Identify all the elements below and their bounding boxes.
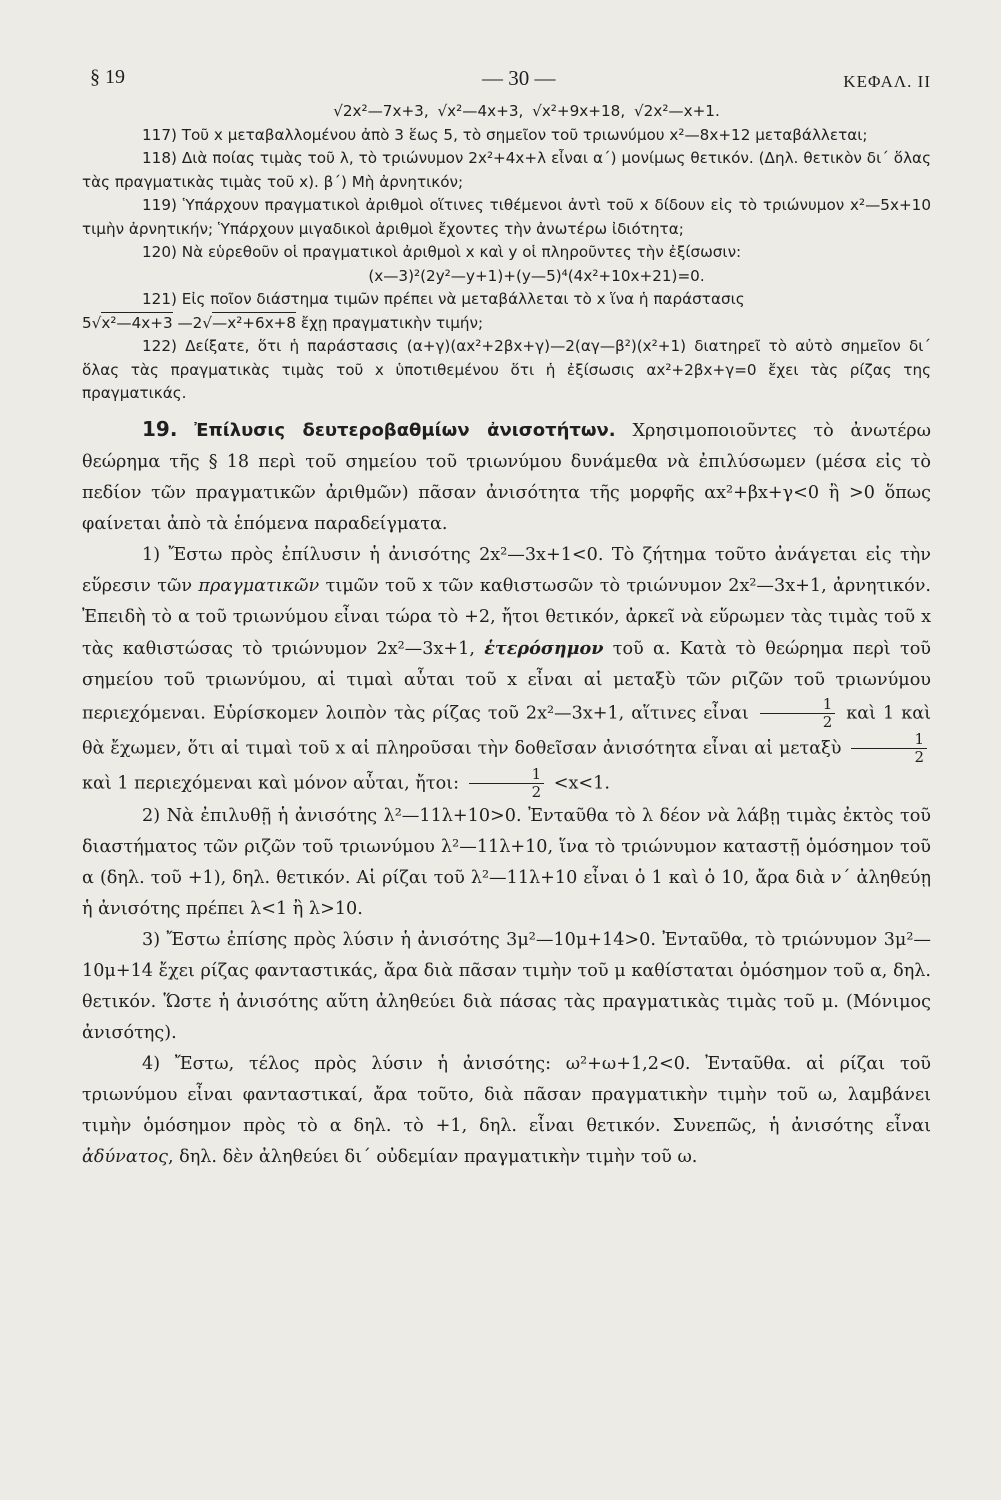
expr-coefficient: —2 [172, 313, 203, 332]
chapter-label: ΚΕΦΑΛ. II [843, 72, 931, 91]
section-marker: § 19 [90, 66, 125, 88]
exercise-119: 119) Ὑπάρχουν πραγματικοὶ ἀριθμοὶ οἵτινες τιθέμενοι ἀντὶ τοῦ x δίδουν εἰς τὸ τριώνυμον x²—5x+10 τιμὴν ἀρνητικήν; Ὑπάρχουν μιγαδικοὶ ἀριθμοὶ ἔχοντες τὴν ἀνωτέρω ἰδιότητα; [82, 196, 931, 238]
page-header [82, 60, 931, 100]
fraction-one-half [760, 696, 836, 731]
emphasis: ἑτερόσημον [484, 637, 604, 659]
text-run: καὶ 1 περιεχόμεναι καὶ μόνον αὗται, ἤτοι: [82, 773, 465, 793]
exercise-120-equation: (x—3)²(2y²—y+1)+(y—5)⁴(4x²+10x+21)=0. [368, 266, 705, 285]
section-19-intro [82, 414, 931, 540]
fraction-one-half [469, 766, 545, 801]
fraction-one-half [851, 731, 927, 766]
exercise-122: 122) Δείξατε, ὅτι ἡ παράστασις (α+γ)(αx²+2βx+γ)—2(αγ—β²)(x²+1) διατηρεῖ τὸ αὐτὸ σημεῖον δι΄ ὅλας τὰς πραγματικὰς τιμὰς τοῦ x ὑποτιθεμένου ὅτι ἡ ἐξίσωσις αx²+2βx+γ=0 ἔχει τὰς ρίζας της πραγματικάς. [82, 337, 931, 402]
emphasis: πραγματικῶν [198, 575, 320, 596]
roots-line: √2x²—7x+3, √x²—4x+3, √x²+9x+18, √2x²—x+1. [333, 102, 720, 120]
root-expression: √2x²—7x+3 [333, 102, 424, 120]
intro-text: Χρησιμοποιοῦντες τὸ ἀνωτέρω θεώρημα τῆς § 18 περὶ τοῦ σημείου τοῦ τριωνύμου δυνάμεθα νὰ ἐπιλύσωμεν (μέσα εἰς τὸ πεδίον τῶν πραγματικῶν ἀριθμῶν) πᾶσαν ἀνισότητα τῆς μορφῆς αx²+βx+γ<0 ἢ >0 ὅπως φαίνεται ἀπὸ τὰ ἑπόμενα παραδείγματα. [82, 420, 932, 534]
fraction-numerator: 1 [469, 766, 545, 784]
text-run: καὶ 1 καὶ θὰ ἔχωμεν, ὅτι αἱ τιμαὶ τοῦ x αἱ πληροῦσαι τὴν δοθεῖσαν ἀνισότητα εἶναι αἱ μεταξὺ [82, 703, 931, 758]
fraction-denominator: 2 [914, 747, 924, 766]
example-2: 2) Νὰ ἐπιλυθῇ ἡ ἀνισότης λ²—11λ+10>0. Ἐνταῦθα τὸ λ δέον νὰ λάβῃ τιμὰς ἐκτὸς τοῦ διαστήματος τῶν ριζῶν τοῦ τριωνύμου λ²—11λ+10, ἵνα τὸ τριώνυμον καταστῇ ὁμόσημον τοῦ α (δηλ. τοῦ +1), δηλ. θετικόν. Αἱ ρίζαι τοῦ λ²—11λ+10 εἶναι ὁ 1 καὶ ὁ 10, ἄρα διὰ ν΄ ἀληθεύῃ ἡ ἀνισότης πρέπει λ<1 ἢ λ>10. [82, 805, 931, 919]
section-title: Ἐπίλυσις δευτεροβαθμίων ἀνισοτήτων. [194, 419, 616, 441]
example-1 [82, 540, 931, 801]
page-number: — 30 — [482, 66, 556, 90]
text-run: 1) Ἔστω πρὸς ἐπίλυσιν ἡ ἀνισότης 2x²—3x+1<0. Τὸ ζήτημα τοῦτο ἀνάγεται εἰς τὴν εὕρεσιν τῶν [82, 544, 931, 596]
expr-coefficient: 5 [82, 313, 92, 332]
text-run: τιμῶν τοῦ x τῶν καθιστωσῶν τὸ τριώνυμον 2x²—3x+1, ἀρνητικόν. Ἐπειδὴ τὸ α τοῦ τριωνύμου εἶναι τώρα τὸ +2, ἤτοι θετικόν, ἀρκεῖ νὰ εὕρωμεν τὰς τιμὰς τοῦ x τὰς καθιστώσας τὸ τριώνυμον 2x²—3x+1, [82, 575, 931, 659]
emphasis: ἀδύνατος [82, 1146, 168, 1167]
root-expression: √x²+9x+18 [532, 102, 621, 120]
exercise-121: 121) Εἰς ποῖον διάστημα τιμῶν πρέπει νὰ μεταβάλλεται τὸ x ἵνα ἡ παράστασις [142, 290, 745, 308]
text-run: 4) Ἔστω, τέλος πρὸς λύσιν ἡ ἀνισότης: ω²+ω+1,2<0. Ἐνταῦθα. αἱ ρίζαι τοῦ τριωνύμου εἶναι φανταστικαί, ἄρα τοῦτο, διὰ πᾶσαν πραγματικὴν τιμὴν τοῦ ω, λαμβάνει τιμὴν ὁμόσημον πρὸς τὸ α δηλ. τὸ +1, δηλ. εἶναι θετικόν. Συνεπῶς, ἡ ἀνισότης εἶναι [82, 1053, 931, 1136]
example-4 [82, 1049, 931, 1173]
fraction-numerator: 1 [851, 731, 927, 749]
exercise-120: 120) Νὰ εὑρεθοῦν οἱ πραγματικοὶ ἀριθμοὶ x καὶ y οἱ πληροῦντες τὴν ἐξίσωσιν: [142, 243, 742, 261]
fraction-denominator: 2 [531, 782, 542, 801]
exercise-117: 117) Τοῦ x μεταβαλλομένου ἀπὸ 3 ἕως 5, τὸ σημεῖον τοῦ τριωνύμου x²—8x+12 μεταβάλλεται; [142, 125, 868, 144]
expr-tail: ἔχῃ πραγματικὴν τιμήν; [296, 313, 484, 332]
sqrt-radicand: x²—4x+3 [101, 313, 173, 332]
section-number: 19. [142, 416, 178, 441]
root-expression: √x²—4x+3 [437, 102, 519, 120]
exercise-118: 118) Διὰ ποίας τιμὰς τοῦ λ, τὸ τριώνυμον 2x²+4x+λ εἶναι α΄) μονίμως θετικόν. (Δηλ. θετικὸν δι΄ ὅλας τὰς πραγματικὰς τιμὰς τοῦ x). β΄) Μὴ ἀρνητικόν; [82, 149, 931, 191]
fraction-numerator: 1 [760, 696, 836, 714]
text-run: τοῦ α. Κατὰ τὸ θεώρημα περὶ τοῦ σημείου τοῦ τριωνύμου, αἱ τιμαὶ αὗται τοῦ x εἶναι αἱ μεταξὺ τῶν ριζῶν τοῦ τριωνύμου περιεχόμεναι. Εὑρίσκομεν λοιπὸν τὰς ρίζας τοῦ 2x²—3x+1, αἵτινες εἶναι [82, 638, 931, 723]
sqrt-radicand: —x²+6x+8 [212, 313, 297, 332]
exercise-121-expression: 5√x²—4x+3 —2√—x²+6x+8 ἔχῃ πραγματικὴν τιμήν; [82, 313, 484, 332]
text-run: <x<1. [548, 773, 610, 793]
section-19 [82, 414, 931, 1173]
exercises-block [82, 100, 931, 406]
text-run: , δηλ. δὲν ἀληθεύει δι΄ οὐδεμίαν πραγματικὴν τιμὴν τοῦ ω. [167, 1146, 698, 1167]
fraction-denominator: 2 [822, 712, 833, 731]
root-expression: √2x²—x+1 [633, 102, 715, 120]
example-3: 3) Ἔστω ἐπίσης πρὸς λύσιν ἡ ἀνισότης 3μ²—10μ+14>0. Ἐνταῦθα, τὸ τριώνυμον 3μ²—10μ+14 ἔχει ρίζας φανταστικάς, ἄρα διὰ πᾶσαν τιμὴν τοῦ μ καθίσταται ὁμόσημον τοῦ α, δηλ. θετικόν. Ὥστε ἡ ἀνισότης αὕτη ἀληθεύει διὰ πάσας τὰς πραγματικὰς τιμὰς τοῦ μ. (Μόνιμος ἀνισότης). [82, 929, 931, 1043]
